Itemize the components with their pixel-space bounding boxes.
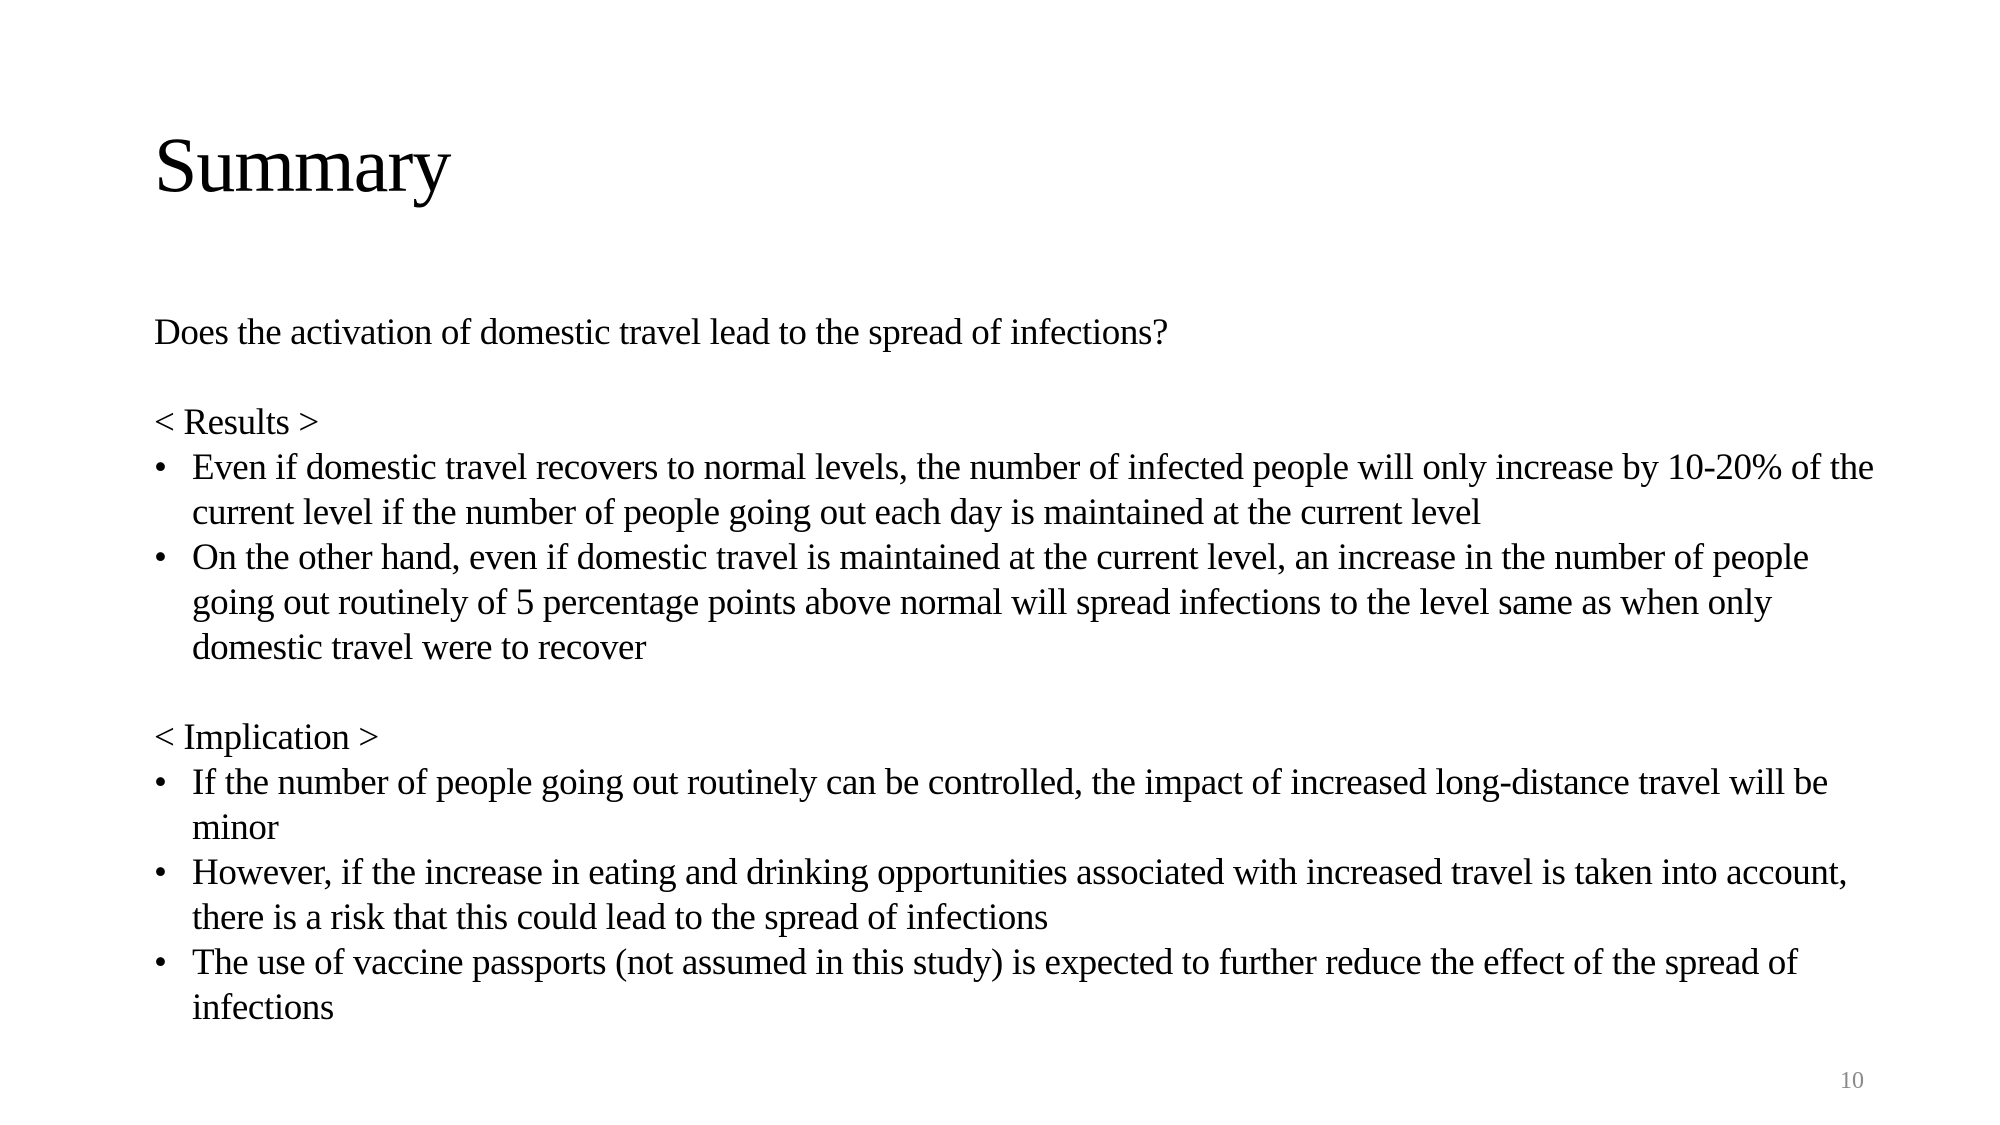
research-question: Does the activation of domestic travel lead to the spread of infections? — [154, 312, 1169, 353]
list-item — [154, 940, 1874, 1030]
list-item — [154, 535, 1874, 670]
bullet-text: However, if the increase in eating and drinking opportunities associated with increased travel is taken into account, there is a risk that this could lead to the spread of infections — [192, 852, 1848, 938]
spacer — [154, 355, 1874, 400]
spacer — [154, 670, 1874, 715]
bullet-icon: • — [154, 447, 167, 488]
bullet-icon: • — [154, 537, 167, 578]
bullet-text: Even if domestic travel recovers to normal levels, the number of infected people will only increase by 10-20% of the current level if the number of people going out each day is maintained at the current level — [192, 447, 1874, 533]
bullet-icon: • — [154, 762, 167, 803]
bullet-icon: • — [154, 852, 167, 893]
list-item — [154, 760, 1874, 850]
implication-heading: < Implication > — [154, 717, 379, 758]
bullet-text: If the number of people going out routinely can be controlled, the impact of increased long-distance travel will be minor — [192, 762, 1828, 848]
list-item — [154, 445, 1874, 535]
bullet-text: The use of vaccine passports (not assumed in this study) is expected to further reduce the effect of the spread of infections — [192, 942, 1798, 1028]
slide-content — [154, 310, 1874, 1030]
results-heading: < Results > — [154, 402, 319, 443]
results-list — [154, 445, 1874, 670]
bullet-icon: • — [154, 942, 167, 983]
slide-title: Summary — [154, 121, 451, 208]
implication-list — [154, 760, 1874, 1030]
page-number: 10 — [1840, 1068, 1864, 1094]
list-item — [154, 850, 1874, 940]
bullet-text: On the other hand, even if domestic travel is maintained at the current level, an increase in the number of people going out routinely of 5 percentage points above normal will spread infections to the level same as when only domestic travel were to recover — [192, 537, 1809, 668]
